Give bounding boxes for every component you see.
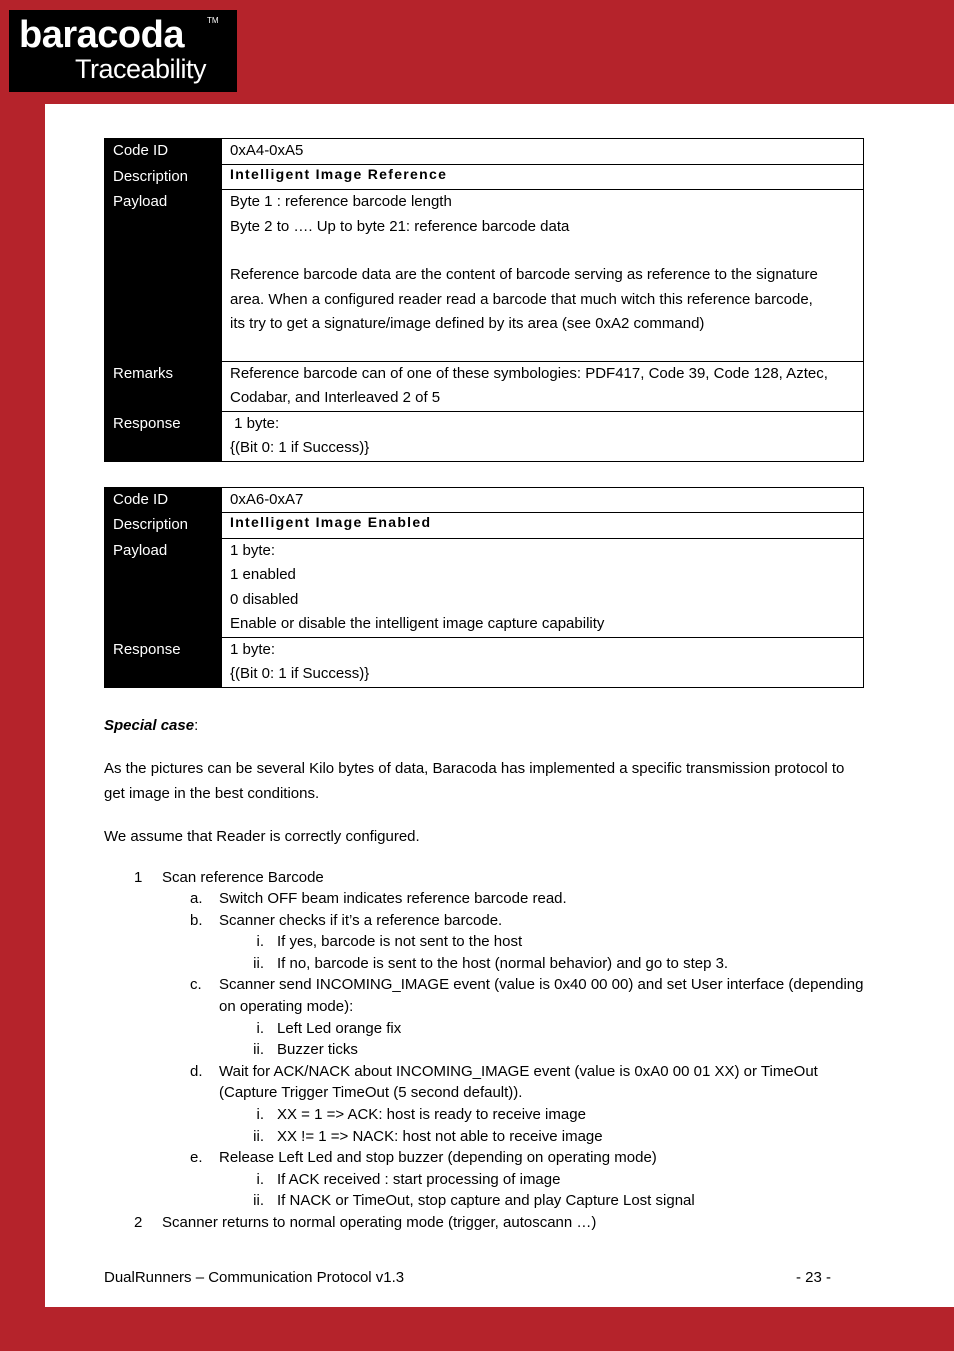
document-page [45,104,954,1307]
field-name-cell: Description [105,513,222,539]
value-line: 0xA4-0xA5 [230,142,304,159]
value-line: its try to get a signature/image defined by its area (see 0xA2 command) [230,315,705,332]
value-line: Enable or disable the intelligent image capture capability [230,615,605,632]
field-name-cell: Response [105,637,222,687]
step-text: Scanner returns to normal operating mode (trigger, autoscann …) [162,1214,597,1231]
field-value-cell [222,164,864,190]
step-number: i. [256,1170,264,1188]
field-value-cell [222,637,864,687]
command-table-row [105,538,864,637]
field-value-cell [222,361,864,411]
command-title: Intelligent Image Enabled [230,514,432,530]
value-line: Reference barcode data are the content of barcode serving as reference to the signature [230,266,818,283]
step-level-1 [104,867,864,889]
command-tables [104,138,864,688]
command-table-row [105,637,864,687]
step-level-3 [104,1104,864,1126]
step-number: b. [190,911,203,929]
value-line: 1 byte: [230,541,276,559]
field-value-cell [222,411,864,461]
field-value-cell [222,190,864,362]
step-level-2 [104,888,864,910]
command-table-row [105,513,864,539]
field-value-cell [222,538,864,637]
step-level-2 [104,910,864,932]
value-line: {(Bit 0: 1 if Success)} [230,439,370,456]
value-line: Byte 1 : reference barcode length [230,193,452,210]
value-line: area. When a configured reader read a barcode that much witch this reference barcode, [230,290,813,308]
step-number: c. [190,976,202,994]
value-line: 0xA6-0xA7 [230,490,304,508]
step-number: ii. [253,954,264,972]
step-level-3 [104,931,864,953]
baracoda-logo [9,10,237,92]
step-level-2 [104,1147,864,1169]
step-number: ii. [253,1192,264,1210]
field-name-cell: Response [105,411,222,461]
command-table-row [105,411,864,461]
field-name-cell: Payload [105,538,222,637]
step-level-1 [104,1212,864,1234]
step-level-2 [104,1061,864,1104]
assumption-paragraph: We assume that Reader is correctly configured. [104,827,420,845]
command-table-row [105,361,864,411]
step-text: XX != 1 => NACK: host not able to receive image [277,1127,603,1145]
logo-subtitle: Traceability [75,54,207,84]
field-name-cell: Code ID [105,139,222,165]
command-table [104,487,864,688]
value-line: Reference barcode can of one of these symbologies: PDF417, Code 39, Code 128, Aztec, [230,364,828,382]
step-number: e. [190,1149,203,1167]
blank-line [230,239,855,263]
field-name-cell: Description [105,164,222,190]
step-number: i. [256,933,264,951]
step-text: If yes, barcode is not sent to the host [277,933,523,951]
step-text: XX = 1 => ACK: host is ready to receive image [277,1106,586,1124]
logo-brand: baracoda [19,14,184,56]
command-table-row [105,164,864,190]
value-line: Byte 2 to …. Up to byte 21: reference barcode data [230,217,570,235]
command-table [104,138,864,462]
step-number: ii. [253,1127,264,1145]
command-table-row [105,139,864,165]
step-text: Switch OFF beam indicates reference barcode read. [219,890,567,908]
step-text: Scanner checks if it’s a reference barcode. [219,911,503,929]
value-line: 1 byte: [230,414,280,432]
special-case-label: Special case [104,716,195,734]
command-table-row [105,487,864,513]
step-number: a. [190,890,203,908]
value-line: 0 disabled [230,590,299,608]
step-level-3 [104,1018,864,1040]
step-level-2 [104,974,864,1017]
step-text: Left Led orange fix [277,1019,402,1037]
procedure-steps [104,867,864,1234]
step-text: Buzzer ticks [277,1041,358,1059]
step-level-3 [104,1126,864,1148]
blank-line [230,337,855,361]
value-line: Codabar, and Interleaved 2 of 5 [230,389,441,406]
step-number: 2 [134,1214,143,1231]
step-text: If NACK or TimeOut, stop capture and play Capture Lost signal [277,1192,695,1210]
value-line: 1 enabled [230,566,296,583]
field-name-cell: Code ID [105,487,222,513]
step-text: If no, barcode is sent to the host (normal behavior) and go to step 3. [277,954,729,972]
step-text: If ACK received : start processing of image [277,1170,561,1188]
step-number: i. [256,1106,264,1124]
value-line: {(Bit 0: 1 if Success)} [230,665,370,682]
special-case-colon: : [194,716,199,734]
value-line: 1 byte: [230,640,276,658]
footer-title: DualRunners – Communication Protocol v1.3 [104,1269,405,1286]
special-case-paragraph: As the pictures can be several Kilo bytes of data, Baracoda has implemented a specific transmission protocol to get image in the best conditions. [104,759,845,802]
logo-trademark: TM [207,16,219,25]
step-level-3 [104,953,864,975]
step-level-3 [104,1169,864,1191]
field-name-cell: Payload [105,190,222,362]
step-number: i. [256,1019,264,1037]
step-text: Release Left Led and stop buzzer (depending on operating mode) [219,1149,657,1167]
step-number: d. [190,1062,203,1080]
page-footer [104,1269,831,1286]
step-text: Scan reference Barcode [162,868,324,886]
step-text: Wait for ACK/NACK about INCOMING_IMAGE event (value is 0xA0 00 01 XX) or TimeOut (Capture Trigger TimeOut (5 second default)). [219,1062,818,1102]
command-table-row [105,190,864,362]
field-name-cell: Remarks [105,361,222,411]
field-value-cell [222,139,864,165]
step-level-3 [104,1190,864,1212]
special-case-heading [104,713,864,738]
step-number: 1 [134,868,143,886]
step-level-3 [104,1039,864,1061]
step-number: ii. [253,1041,264,1059]
step-text: Scanner send INCOMING_IMAGE event (value is 0x40 00 00) and set User interface (depending on operating mode): [219,976,864,1016]
page-number: - 23 - [795,1269,831,1286]
field-value-cell [222,487,864,513]
page-content [104,138,864,1234]
command-title: Intelligent Image Reference [230,165,448,182]
field-value-cell [222,513,864,539]
